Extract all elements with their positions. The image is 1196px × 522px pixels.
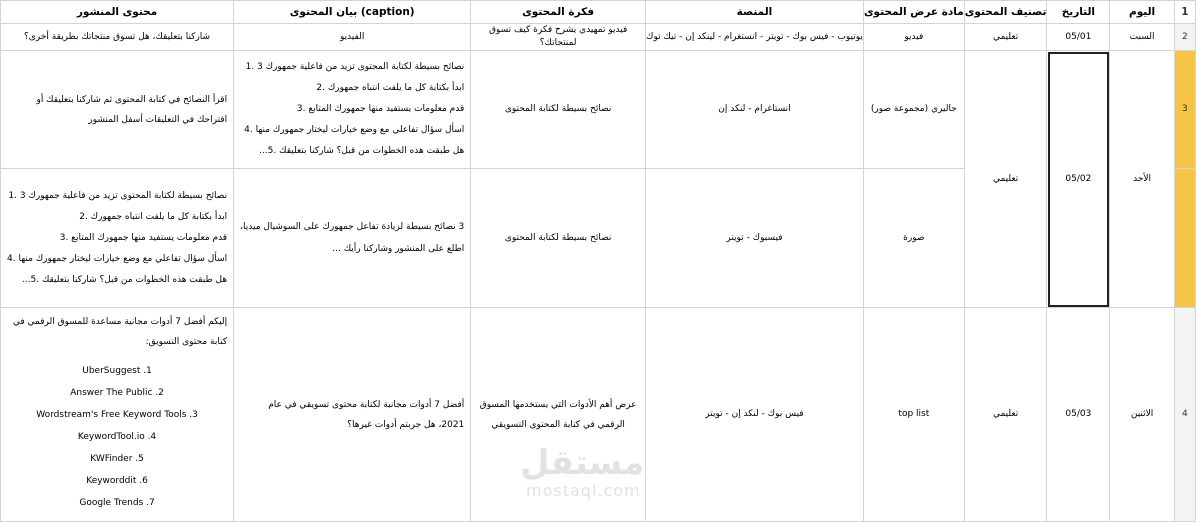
list-item: Keyworddit .6	[86, 476, 148, 486]
header-post[interactable]: محتوى المنشور	[1, 1, 234, 24]
list-item: نصائح بسيطة لكتابة المحتوى تزيد من فاعلية جمهورك 3 .1	[245, 62, 465, 72]
post-cell[interactable]	[1, 308, 234, 522]
caption-cell[interactable]: الفيديو	[234, 24, 471, 51]
header-platform[interactable]: المنصة	[645, 1, 863, 24]
idea-cell[interactable]: فيديو تمهيدي يشرح فكرة كيف تسوق لمنتجاتك؟	[471, 24, 646, 51]
row-header-1[interactable]: 1	[1174, 1, 1195, 24]
row-header-3-cont	[1174, 169, 1195, 308]
platform-cell[interactable]: فيس بوك - لنكد إن - تويتر	[645, 308, 863, 522]
day-cell[interactable]: السبت	[1110, 24, 1175, 51]
idea-cell[interactable]: نصائح بسيطة لكتابة المحتوى	[471, 169, 646, 308]
list-item: Answer The Public .2	[70, 388, 164, 398]
watermark-arabic: مستقل	[520, 443, 645, 483]
post-list	[1, 180, 233, 297]
header-caption[interactable]: بيان المحتوى (caption)	[234, 1, 471, 24]
list-item: اسأل سؤال تفاعلي مع وضع خيارات ليختار جمهورك منها .4	[244, 125, 465, 135]
list-item: اطلع على المنشور وشاركنا رأيك ...	[332, 244, 465, 254]
idea-text: عرض أهم الأدوات التي يستخدمها المسوق الرقمي في كتابة المحتوى التسويقي	[479, 399, 637, 430]
table-row	[1, 24, 1196, 51]
header-row	[1, 1, 1196, 24]
list-item: ابدأ بكتابة كل ما يلفت انتباه جمهورك .2	[316, 83, 465, 93]
post-cell[interactable]	[1, 51, 234, 169]
header-day[interactable]: اليوم	[1110, 1, 1175, 24]
list-item: ابدأ بكتابة كل ما يلفت انتباه جمهورك .2	[79, 211, 228, 222]
list-item: UberSuggest .1	[82, 366, 152, 376]
list-item: قدم معلومات يستفيد منها جمهورك المتابع .3	[59, 232, 228, 243]
caption-cell[interactable]	[234, 51, 471, 169]
classification-cell[interactable]: تعليمي	[964, 24, 1047, 51]
list-item: Wordstream's Free Keyword Tools .3	[36, 410, 198, 420]
table-row	[1, 51, 1196, 169]
platform-cell[interactable]: فيسبوك - تويتر	[645, 169, 863, 308]
row-header-4[interactable]: 4	[1174, 308, 1195, 522]
list-item: KeywordTool.io .4	[77, 432, 157, 442]
format-cell[interactable]: صورة	[863, 169, 964, 308]
platform-cell[interactable]: يوتيوب - فيس بوك - تويتر - انستغرام - لينكد إن - تيك توك	[645, 24, 863, 51]
post-intro: إليكم أفضل 7 أدوات مجانية مساعدة للمسوق الرقمي في كتابة محتوى التسويق:	[12, 317, 228, 347]
tools-list	[1, 354, 233, 521]
list-item: Google Trends .7	[79, 498, 155, 508]
idea-cell[interactable]: نصائح بسيطة لكتابة المحتوى	[471, 51, 646, 169]
header-idea[interactable]: فكرة المحتوى	[471, 1, 646, 24]
post-text: اقرأ النصائح في كتابة المحتوى ثم شاركنا بتعليقك أو اقتراحك في التعليقات أسفل المنشور	[36, 94, 228, 125]
row-header-3[interactable]: 3	[1174, 51, 1195, 169]
day-cell[interactable]: الأحد	[1110, 51, 1175, 308]
post-cell[interactable]: شاركنا بتعليقك، هل تسوق منتجاتك بطريقة أخرى؟	[1, 24, 234, 51]
list-item: اسأل سؤال تفاعلي مع وضع خيارات ليختار جمهورك منها .4	[7, 253, 228, 264]
header-date[interactable]: التاريخ	[1047, 1, 1110, 24]
caption-list	[234, 51, 470, 168]
idea-cell[interactable]	[471, 308, 646, 522]
post-cell[interactable]	[1, 169, 234, 308]
caption-list	[234, 214, 470, 262]
format-cell[interactable]: جاليري (مجموعة صور)	[863, 51, 964, 169]
classification-cell[interactable]: تعليمي	[964, 308, 1047, 522]
header-classification[interactable]: تصنيف المحتوى	[964, 1, 1047, 24]
format-cell[interactable]: top list	[863, 308, 964, 522]
format-cell[interactable]: فيديو	[863, 24, 964, 51]
caption-cell[interactable]	[234, 308, 471, 522]
day-cell[interactable]: الاثنين	[1110, 308, 1175, 522]
list-item: نصائح بسيطة لكتابة المحتوى تزيد من فاعلية جمهورك 3 .1	[8, 190, 228, 201]
list-item: هل طبقت هذه الخطوات من قبل؟ شاركنا بتعليقك .5...	[259, 146, 465, 156]
row-header-2[interactable]: 2	[1174, 24, 1195, 51]
caption-cell[interactable]	[234, 169, 471, 308]
list-item: 3 نصائح بسيطة لزيادة تفاعل جمهورك على السوشيال ميديا،	[240, 222, 465, 232]
watermark-latin: mostaql.com	[526, 481, 641, 500]
table-row	[1, 308, 1196, 522]
caption-text: أفضل 7 أدوات مجانية لكتابة محتوى تسويقي في عام 2021، هل جربتم أدوات غيرها؟	[268, 399, 465, 430]
date-cell[interactable]: 05/03	[1047, 308, 1110, 522]
date-cell[interactable]: 05/01	[1047, 24, 1110, 51]
list-item: قدم معلومات يستفيد منها جمهورك المتابع .3	[296, 104, 465, 114]
platform-cell[interactable]: انستاغرام - لنكد إن	[645, 51, 863, 169]
list-item: هل طبقت هذه الخطوات من قبل؟ شاركنا بتعليقك .5...	[21, 274, 228, 285]
classification-cell[interactable]: تعليمي	[964, 51, 1047, 308]
header-format[interactable]: مادة عرض المحتوى	[863, 1, 964, 24]
date-cell-selected[interactable]: 05/02	[1047, 51, 1110, 308]
list-item: KWFinder .5	[90, 454, 144, 464]
